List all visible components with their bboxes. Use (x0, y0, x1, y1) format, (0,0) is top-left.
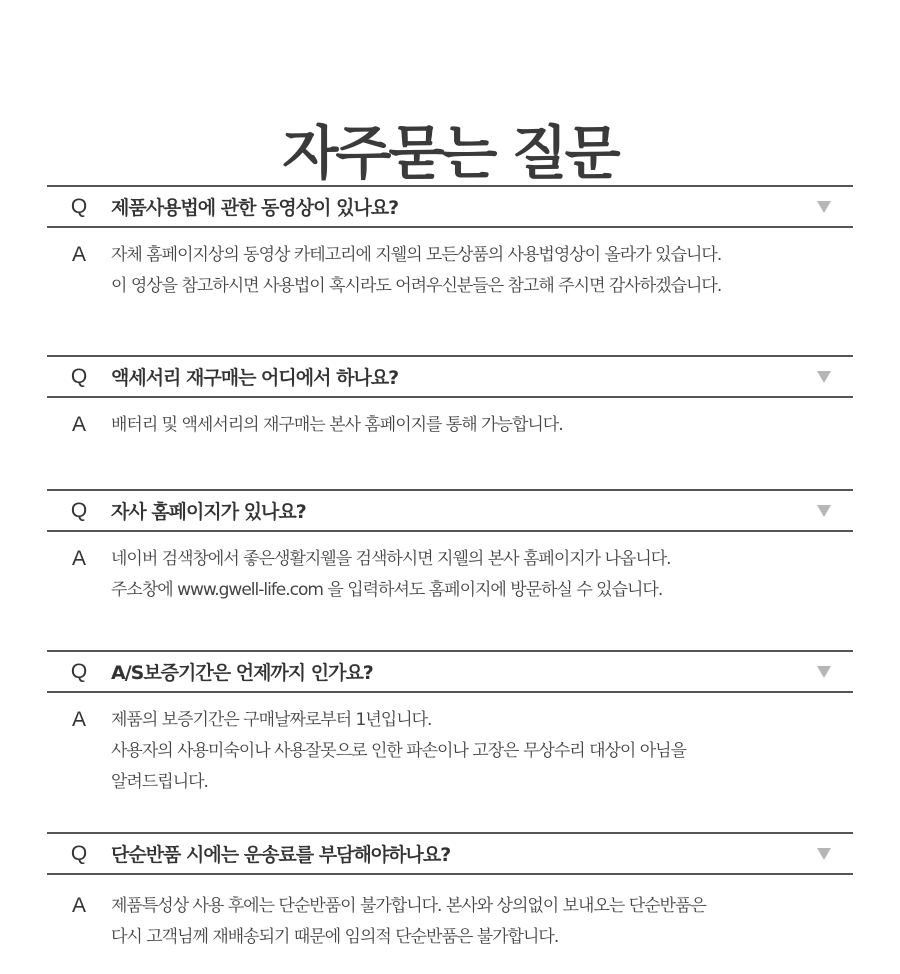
chevron-down-icon[interactable] (817, 201, 831, 213)
answer-marker: A (71, 243, 86, 266)
answer-line: 네이버 검색창에서 좋은생활지웰을 검색하시면 지웰의 본사 홈페이지가 나옵니다. (111, 549, 671, 569)
answer-text (111, 705, 686, 798)
question-text[interactable]: 자사 홈페이지가 있나요? (111, 501, 306, 523)
faq-list (47, 185, 853, 953)
faq-answer (47, 544, 853, 650)
answer-line: 사용자의 사용미숙이나 사용잘못으로 인한 파손이나 고장은 무상수리 대상이 아님을 (111, 741, 686, 761)
answer-marker: A (71, 547, 86, 570)
faq-question-row[interactable] (47, 185, 853, 228)
answer-marker: A (71, 413, 86, 436)
chevron-down-icon[interactable] (817, 371, 831, 383)
answer-line: 주소창에 www.gwell-life.com 을 입력하셔도 홈페이지에 방문하실 수 있습니다. (111, 580, 663, 600)
answer-text (111, 891, 706, 953)
answer-text (111, 240, 721, 302)
question-text[interactable]: 단순반품 시에는 운송료를 부담해야하나요? (111, 844, 451, 866)
answer-text (111, 544, 671, 606)
faq-question-row[interactable] (47, 355, 853, 398)
answer-line: 다시 고객님께 재배송되기 때문에 임의적 단순반품은 불가합니다. (111, 927, 559, 947)
faq-item (47, 355, 853, 489)
faq-answer (47, 240, 853, 355)
faq-answer (47, 705, 853, 832)
question-text[interactable]: 제품사용법에 관한 동영상이 있나요? (111, 197, 399, 219)
faq-question-row[interactable] (47, 832, 853, 875)
answer-line: 이 영상을 참고하시면 사용법이 혹시라도 어려우신분들은 참고해 주시면 감사하겠습니다. (111, 276, 722, 296)
question-marker: Q (70, 194, 88, 218)
answer-line: 배터리 및 액세서리의 재구매는 본사 홈페이지를 통해 가능합니다. (111, 415, 563, 435)
question-text[interactable]: 액세서리 재구매는 어디에서 하나요? (111, 367, 399, 389)
chevron-down-icon[interactable] (817, 848, 831, 860)
page-title: 자주묻는 질문 (282, 118, 618, 187)
chevron-down-icon[interactable] (817, 505, 831, 517)
question-marker: Q (70, 841, 88, 865)
answer-marker: A (71, 708, 86, 731)
answer-line: 제품의 보증기간은 구매날짜로부터 1년입니다. (111, 710, 432, 730)
faq-item (47, 185, 853, 355)
faq-item (47, 489, 853, 650)
answer-line: 제품특성상 사용 후에는 단순반품이 불가합니다. 본사와 상의없이 보내오는 단순반품은 (111, 896, 706, 916)
answer-text (111, 410, 563, 441)
question-text[interactable]: A/S보증기간은 언제까지 인가요? (111, 662, 373, 684)
faq-question-row[interactable] (47, 489, 853, 532)
faq-answer (47, 891, 853, 953)
question-marker: Q (70, 364, 88, 388)
question-marker: Q (70, 498, 88, 522)
answer-marker: A (71, 894, 86, 917)
faq-question-row[interactable] (47, 650, 853, 693)
faq-item (47, 832, 853, 953)
chevron-down-icon[interactable] (817, 666, 831, 678)
question-marker: Q (70, 659, 88, 683)
answer-line: 자체 홈페이지상의 동영상 카테고리에 지웰의 모든상품의 사용법영상이 올라가 있습니다. (111, 245, 722, 265)
faq-item (47, 650, 853, 832)
answer-line: 알려드립니다. (111, 772, 208, 792)
faq-answer (47, 410, 853, 489)
